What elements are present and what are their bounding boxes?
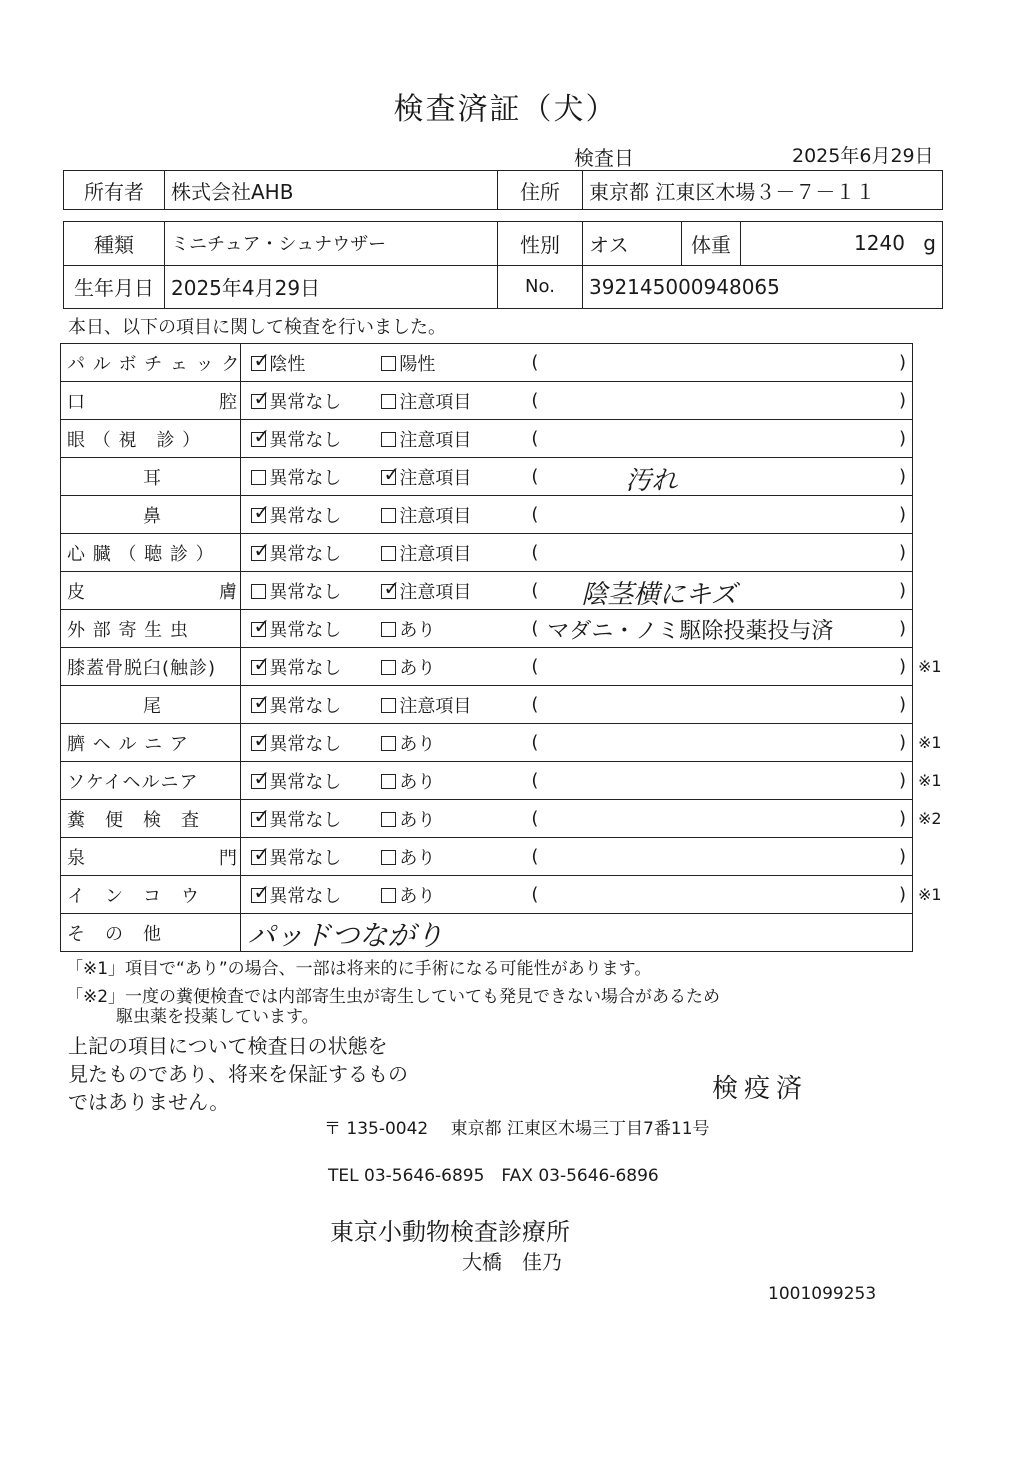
option-abnormal[interactable]: [381, 648, 517, 686]
note-text: マダニ・ノミ駆除投薬投与済: [547, 619, 834, 644]
item-label: 膝蓋骨脱臼(触診): [61, 648, 241, 686]
option-normal-label: 異常なし: [269, 619, 342, 641]
option-abnormal[interactable]: [381, 800, 517, 838]
option-abnormal[interactable]: [381, 610, 517, 648]
checkbox-icon[interactable]: [251, 584, 266, 599]
clinic-address: 〒 135-0042 東京都 江東区木場三丁目7番11号: [324, 1119, 710, 1139]
option-abnormal-label: 注意項目: [399, 505, 472, 527]
inspection-row: [61, 382, 913, 420]
item-label: 鼻: [61, 496, 241, 534]
inspection-row: [61, 724, 913, 762]
row-side-mark: ※1: [918, 884, 942, 904]
note-cell: [517, 686, 912, 724]
option-abnormal-label: あり: [399, 847, 436, 869]
checkbox-icon[interactable]: [251, 850, 266, 865]
inspection-date: 2025年6月29日: [792, 145, 934, 167]
inspection-row: [61, 420, 913, 458]
footnote-1: 「※1」項目で“あり”の場合、一部は将来的に手術になる可能性があります。: [66, 959, 652, 979]
inspection-date-label: 検査日: [574, 146, 634, 170]
checkbox-icon[interactable]: [381, 470, 396, 485]
address-value: 東京都 江東区木場３－７－１１: [583, 171, 943, 210]
checkbox-icon[interactable]: [251, 356, 266, 371]
item-label: イ ン コ ウ: [61, 876, 241, 914]
note-cell: [517, 838, 912, 876]
paren-close: ): [898, 884, 906, 905]
inspection-items-table: [60, 343, 913, 952]
option-abnormal[interactable]: [381, 344, 517, 382]
item-label: 外 部 寄 生 虫: [61, 610, 241, 648]
paren-close: ): [898, 428, 906, 449]
option-abnormal[interactable]: [381, 458, 517, 496]
paren-open: (: [531, 466, 539, 487]
paren-close: ): [898, 656, 906, 677]
paren-close: ): [898, 770, 906, 791]
checkbox-icon[interactable]: [381, 888, 396, 903]
checkbox-icon[interactable]: [381, 508, 396, 523]
option-normal[interactable]: [241, 762, 382, 800]
no-value: 392145000948065: [583, 265, 943, 309]
other-label: そ の 他: [61, 914, 241, 952]
option-abnormal[interactable]: [381, 572, 517, 610]
option-normal[interactable]: [241, 876, 382, 914]
sex-value: オス: [583, 222, 682, 266]
inspection-row: [61, 686, 913, 724]
checkbox-icon[interactable]: [251, 432, 266, 447]
note-cell: [517, 648, 912, 686]
checkbox-icon[interactable]: [251, 698, 266, 713]
inspection-row: [61, 458, 913, 496]
option-abnormal-label: あり: [399, 771, 436, 793]
paren-close: ): [898, 808, 906, 829]
option-normal[interactable]: [241, 344, 382, 382]
item-label: 心 臓 （ 聴 診 ）: [61, 534, 241, 572]
inspection-row: [61, 762, 913, 800]
checkbox-icon[interactable]: [251, 622, 266, 637]
item-label: ソケイヘルニア: [61, 762, 241, 800]
footnote-2: 「※2」一度の糞便検査では内部寄生虫が寄生していても発見できない場合があるため: [66, 987, 721, 1007]
option-abnormal-label: あり: [399, 619, 436, 641]
option-abnormal[interactable]: [381, 496, 517, 534]
inspection-row: [61, 800, 913, 838]
note-cell: [517, 876, 912, 914]
option-normal-label: 異常なし: [269, 695, 342, 717]
item-label: 口 腔: [61, 382, 241, 420]
clinic-name: 東京小動物検査診療所: [330, 1218, 570, 1246]
item-label: 眼 （ 視 診 ）: [61, 420, 241, 458]
option-abnormal-label: 注意項目: [399, 581, 472, 603]
note-cell: [517, 610, 912, 648]
option-normal[interactable]: [241, 382, 382, 420]
option-abnormal-label: あり: [399, 885, 436, 907]
option-normal[interactable]: [241, 800, 382, 838]
no-label: No.: [498, 265, 583, 309]
closing-line-3: ではありません。: [68, 1090, 230, 1114]
examiner-name: 大橋 佳乃: [462, 1250, 562, 1274]
row-side-mark: ※2: [918, 808, 942, 828]
paren-open: (: [531, 770, 539, 791]
note-text: 汚れ: [625, 466, 678, 496]
paren-close: ): [898, 580, 906, 601]
checkbox-icon[interactable]: [381, 698, 396, 713]
note-cell: [517, 496, 912, 534]
paren-close: ): [898, 542, 906, 563]
paren-open: (: [531, 656, 539, 677]
paren-close: ): [898, 390, 906, 411]
checkbox-icon[interactable]: [381, 356, 396, 371]
inspection-row: [61, 534, 913, 572]
inspection-row: [61, 344, 913, 382]
closing-line-2: 見たものであり、将来を保証するもの: [68, 1062, 408, 1086]
note-cell: [517, 344, 912, 382]
option-normal-label: 異常なし: [269, 847, 342, 869]
weight-cell: [741, 222, 943, 266]
paren-close: ): [898, 466, 906, 487]
item-label: 泉 門: [61, 838, 241, 876]
paren-close: ): [898, 504, 906, 525]
option-normal-label: 異常なし: [269, 657, 342, 679]
option-normal[interactable]: [241, 724, 382, 762]
option-normal-label: 異常なし: [269, 543, 342, 565]
owner-table: [63, 170, 943, 210]
option-normal[interactable]: [241, 496, 382, 534]
option-normal[interactable]: [241, 686, 382, 724]
animal-table: [63, 221, 943, 309]
inspection-row: [61, 610, 913, 648]
breed-label: 種類: [64, 222, 165, 266]
option-normal-label: 陰性: [269, 353, 306, 375]
item-label: 糞 便 検 査: [61, 800, 241, 838]
owner-label: 所有者: [64, 171, 165, 210]
checkbox-icon[interactable]: [251, 394, 266, 409]
option-abnormal-label: 注意項目: [399, 695, 472, 717]
row-side-mark: ※1: [918, 732, 942, 752]
option-abnormal[interactable]: [381, 838, 517, 876]
option-abnormal-label: あり: [399, 809, 436, 831]
option-abnormal-label: 陽性: [399, 353, 436, 375]
note-cell: [517, 572, 912, 610]
option-normal[interactable]: [241, 420, 382, 458]
checkbox-icon[interactable]: [251, 508, 266, 523]
option-abnormal[interactable]: [381, 724, 517, 762]
paren-open: (: [531, 542, 539, 563]
closing-statement: [68, 1032, 408, 1116]
checkbox-icon[interactable]: [381, 546, 396, 561]
checkbox-icon[interactable]: [381, 394, 396, 409]
note-cell: [517, 420, 912, 458]
option-abnormal[interactable]: [381, 382, 517, 420]
option-normal-label: 異常なし: [269, 429, 342, 451]
document-title: 検査済証（犬）: [393, 92, 618, 127]
option-normal-label: 異常なし: [269, 581, 342, 603]
inspection-row: [61, 572, 913, 610]
weight-unit: g: [923, 231, 936, 256]
paren-open: (: [531, 618, 539, 639]
inspection-row: [61, 876, 913, 914]
paren-open: (: [531, 580, 539, 601]
inspection-row-other: [61, 914, 913, 952]
option-normal-label: 異常なし: [269, 771, 342, 793]
paren-open: (: [531, 808, 539, 829]
option-normal[interactable]: [241, 610, 382, 648]
checkbox-icon[interactable]: [381, 812, 396, 827]
sex-label: 性別: [498, 222, 583, 266]
option-abnormal-label: 注意項目: [399, 543, 472, 565]
checkbox-icon[interactable]: [381, 736, 396, 751]
option-normal[interactable]: [241, 648, 382, 686]
clinic-contact: TEL 03-5646-6895 FAX 03-5646-6896: [328, 1166, 659, 1186]
option-normal-label: 異常なし: [269, 733, 342, 755]
paren-open: (: [531, 504, 539, 525]
item-label: 臍 ヘ ル ニ ア: [61, 724, 241, 762]
birth-value: 2025年4月29日: [165, 265, 498, 309]
inspection-row: [61, 838, 913, 876]
option-normal-label: 異常なし: [269, 809, 342, 831]
paren-open: (: [531, 694, 539, 715]
option-abnormal[interactable]: [381, 534, 517, 572]
owner-value: 株式会社AHB: [165, 171, 498, 210]
option-normal-label: 異常なし: [269, 505, 342, 527]
inspection-row: [61, 496, 913, 534]
checkbox-icon[interactable]: [381, 774, 396, 789]
note-cell: [517, 534, 912, 572]
option-abnormal-label: 注意項目: [399, 391, 472, 413]
option-abnormal[interactable]: [381, 876, 517, 914]
row-side-mark: ※1: [918, 770, 942, 790]
item-label: 耳: [61, 458, 241, 496]
other-note-cell: [241, 914, 913, 952]
option-normal-label: 異常なし: [269, 467, 342, 489]
paren-close: ): [898, 352, 906, 373]
closing-line-1: 上記の項目について検査日の状態を: [68, 1034, 388, 1058]
note-cell: [517, 382, 912, 420]
option-normal[interactable]: [241, 458, 382, 496]
birth-label: 生年月日: [64, 265, 165, 309]
checkbox-icon[interactable]: [251, 888, 266, 903]
breed-value: ミニチュア・シュナウザー: [165, 222, 498, 266]
option-normal-label: 異常なし: [269, 391, 342, 413]
other-note: パッドつながり: [247, 919, 444, 952]
weight-value: 1240: [854, 231, 905, 256]
address-label: 住所: [498, 171, 583, 210]
option-normal[interactable]: [241, 534, 382, 572]
option-abnormal-label: あり: [399, 657, 436, 679]
paren-open: (: [531, 352, 539, 373]
paren-close: ): [898, 846, 906, 867]
document-number: 1001099253: [768, 1284, 877, 1304]
option-abnormal[interactable]: [381, 762, 517, 800]
inspection-row: [61, 648, 913, 686]
checkbox-icon[interactable]: [381, 584, 396, 599]
note-cell: [517, 800, 912, 838]
intro-text: 本日、以下の項目に関して検査を行いました。: [68, 317, 446, 338]
checkbox-icon[interactable]: [251, 774, 266, 789]
note-cell: [517, 724, 912, 762]
checkbox-icon[interactable]: [381, 622, 396, 637]
paren-close: ): [898, 732, 906, 753]
paren-close: ): [898, 618, 906, 639]
row-side-mark: ※1: [918, 656, 942, 676]
option-abnormal-label: 注意項目: [399, 429, 472, 451]
option-normal-label: 異常なし: [269, 885, 342, 907]
note-text: 陰茎横にキズ: [581, 580, 737, 610]
checkbox-icon[interactable]: [251, 660, 266, 675]
paren-open: (: [531, 846, 539, 867]
checkbox-icon[interactable]: [251, 546, 266, 561]
paren-open: (: [531, 390, 539, 411]
checkbox-icon[interactable]: [381, 660, 396, 675]
item-label: 尾: [61, 686, 241, 724]
paren-close: ): [898, 694, 906, 715]
option-abnormal[interactable]: [381, 420, 517, 458]
checkbox-icon[interactable]: [251, 812, 266, 827]
note-cell: [517, 458, 912, 496]
checkbox-icon[interactable]: [251, 470, 266, 485]
item-label: パ ル ボ チ ェ ッ ク: [61, 344, 241, 382]
option-abnormal-label: 注意項目: [399, 467, 472, 489]
note-cell: [517, 762, 912, 800]
paren-open: (: [531, 732, 539, 753]
option-abnormal[interactable]: [381, 686, 517, 724]
checkbox-icon[interactable]: [381, 850, 396, 865]
option-abnormal-label: あり: [399, 733, 436, 755]
paren-open: (: [531, 884, 539, 905]
item-label: 皮 膚: [61, 572, 241, 610]
footnote-2-cont: 駆虫薬を投薬しています。: [116, 1007, 319, 1027]
checkbox-icon[interactable]: [381, 432, 396, 447]
quarantine-stamp: 検疫済: [712, 1074, 809, 1104]
option-normal[interactable]: [241, 572, 382, 610]
option-normal[interactable]: [241, 838, 382, 876]
paren-open: (: [531, 428, 539, 449]
weight-label: 体重: [682, 222, 741, 266]
checkbox-icon[interactable]: [251, 736, 266, 751]
